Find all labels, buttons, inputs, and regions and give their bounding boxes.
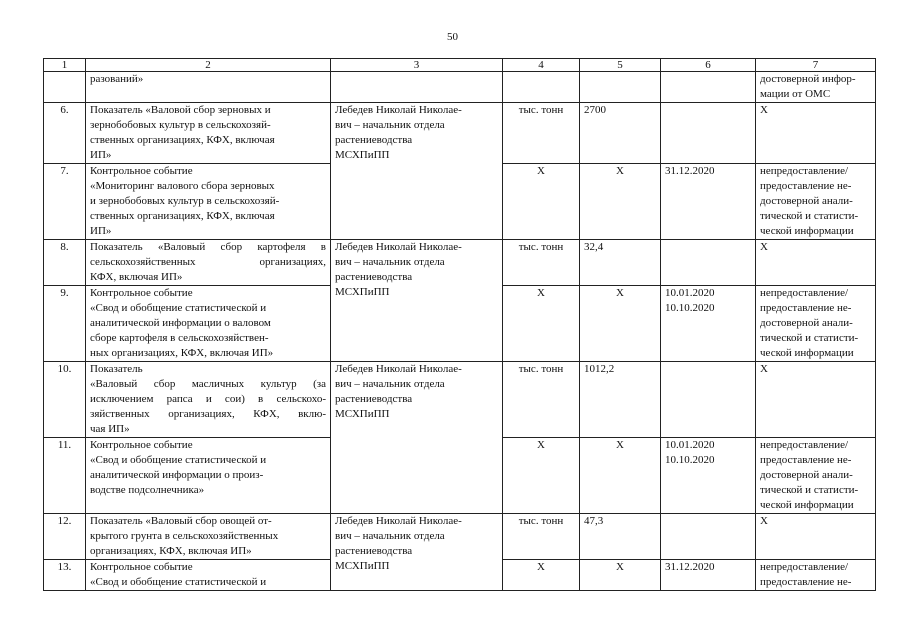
text-line: «Мониторинг валового сбора зерновых: [90, 180, 275, 192]
value-cell: Х: [580, 164, 661, 240]
deadline-cell: [661, 560, 756, 591]
text-line: сельскохозяйственных организациях,: [90, 256, 326, 268]
row-description: [86, 438, 331, 514]
row-description: [86, 103, 331, 164]
deadline-cell: [661, 514, 756, 560]
note-cell: [756, 164, 876, 240]
column-header: 2: [86, 59, 331, 72]
row-number: 9.: [44, 286, 86, 362]
responsible-person: [331, 103, 503, 240]
text-line: 31.12.2020: [665, 165, 715, 177]
text-line: сборе картофеля в сельскохозяйствен-: [90, 332, 269, 344]
text-line: вич – начальник отдела: [335, 119, 445, 131]
value-cell: 47,3: [580, 514, 661, 560]
value-cell: Х: [580, 560, 661, 591]
note-cell: [756, 438, 876, 514]
text-line: вич – начальник отдела: [335, 378, 445, 390]
table-row: [44, 103, 876, 164]
text-line: предоставление не-: [760, 180, 852, 192]
text-line: Контрольное событие: [90, 287, 193, 299]
text-line: Х: [760, 241, 768, 253]
deadline-cell: [661, 438, 756, 514]
row-description: [86, 286, 331, 362]
text-line: КФХ, включая ИП»: [90, 271, 183, 283]
text-line: 31.12.2020: [665, 561, 715, 573]
text-line: Контрольное событие: [90, 439, 193, 451]
text-line: ИП»: [90, 149, 112, 161]
text-line: достоверной анали-: [760, 317, 853, 329]
text-line: предоставление не-: [760, 302, 852, 314]
row-number: 10.: [44, 362, 86, 438]
text-line: МСХПиПП: [335, 408, 390, 420]
text-line: Показатель: [90, 363, 143, 375]
text-line: 10.10.2020: [665, 454, 715, 466]
text-line: Х: [760, 363, 768, 375]
text-line: растениеводства: [335, 134, 413, 146]
note-cell: [756, 362, 876, 438]
text-line: Лебедев Николай Николае-: [335, 363, 462, 375]
note-cell: [756, 514, 876, 560]
text-line: растениеводства: [335, 545, 413, 557]
text-line: ческой информации: [760, 225, 854, 237]
text-line: МСХПиПП: [335, 560, 390, 572]
unit-cell: тыс. тонн: [503, 362, 580, 438]
text-line: чая ИП»: [90, 423, 130, 435]
text-line: вич – начальник отдела: [335, 530, 445, 542]
text-line: непредоставление/: [760, 287, 849, 299]
responsible-person: [331, 514, 503, 591]
unit-cell: тыс. тонн: [503, 103, 580, 164]
text-line: Лебедев Николай Николае-: [335, 515, 462, 527]
text-line: зяйственных организациях, КФХ, вклю-: [90, 408, 326, 420]
text-line: «Свод и обобщение статистической и: [90, 454, 267, 466]
unit-cell: Х: [503, 286, 580, 362]
text-line: предоставление не-: [760, 454, 852, 466]
column-header: 6: [661, 59, 756, 72]
text-line: Контрольное событие: [90, 165, 193, 177]
continued-description: разований»: [86, 72, 331, 103]
text-line: Показатель «Валовой сбор зерновых и: [90, 104, 271, 116]
text-line: достоверной анали-: [760, 469, 853, 481]
text-line: непредоставление/: [760, 561, 849, 573]
text-line: ственных организациях, КФХ, включая: [90, 134, 275, 146]
deadline-cell: [661, 240, 756, 286]
text-line: водстве подсолнечника»: [90, 484, 205, 496]
text-line: Показатель «Валовый сбор картофеля в: [90, 241, 326, 253]
text-line: зернобобовых культур в сельскохозяй-: [90, 119, 271, 131]
text-line: 10.01.2020: [665, 287, 715, 299]
note-cell: [756, 286, 876, 362]
table-row: [44, 362, 876, 438]
text-line: 10.01.2020: [665, 439, 715, 451]
text-line: и зернобобовых культур в сельскохозяй-: [90, 195, 280, 207]
unit-cell: тыс. тонн: [503, 514, 580, 560]
text-line: тической и статисти-: [760, 332, 859, 344]
text-line: 10.10.2020: [665, 302, 715, 314]
text-line: предоставление не-: [760, 576, 852, 588]
text-line: МСХПиПП: [335, 286, 390, 298]
row-number: 13.: [44, 560, 86, 591]
text-line: Х: [760, 104, 768, 116]
unit-cell: Х: [503, 560, 580, 591]
note-cell: [756, 560, 876, 591]
deadline-cell: [661, 164, 756, 240]
text-line: вич – начальник отдела: [335, 256, 445, 268]
deadline-cell: [661, 103, 756, 164]
plan-table: [43, 58, 876, 591]
value-cell: 1012,2: [580, 362, 661, 438]
text-line: «Валовый сбор масличных культур (за: [90, 378, 326, 390]
row-description: [86, 240, 331, 286]
text-line: Лебедев Николай Николае-: [335, 241, 462, 253]
row-description: [86, 362, 331, 438]
text-line: крытого грунта в сельскохозяйственных: [90, 530, 279, 542]
text-line: ческой информации: [760, 499, 854, 511]
continuation-row: [44, 72, 876, 103]
text-line: «Свод и обобщение статистической и: [90, 302, 267, 314]
column-header: 5: [580, 59, 661, 72]
column-header: 7: [756, 59, 876, 72]
table-row: [44, 514, 876, 560]
text-line: организациях, КФХ, включая ИП»: [90, 545, 252, 557]
value-cell: 32,4: [580, 240, 661, 286]
row-number: 7.: [44, 164, 86, 240]
row-description: [86, 164, 331, 240]
column-header: 3: [331, 59, 503, 72]
text-line: ных организациях, КФХ, включая ИП»: [90, 347, 274, 359]
value-cell: Х: [580, 286, 661, 362]
text-line: исключением рапса и сои) в сельскохо-: [90, 393, 326, 405]
note-cell: [756, 103, 876, 164]
text-line: Х: [760, 515, 768, 527]
column-header: 1: [44, 59, 86, 72]
note-cell: [756, 240, 876, 286]
text-line: МСХПиПП: [335, 149, 390, 161]
text-line: тической и статисти-: [760, 210, 859, 222]
text-line: ИП»: [90, 225, 112, 237]
text-line: растениеводства: [335, 271, 413, 283]
deadline-cell: [661, 362, 756, 438]
text-line: «Свод и обобщение статистической и: [90, 576, 267, 588]
continued-note: достоверной инфор- мации от ОМС: [756, 72, 876, 103]
text-line: растениеводства: [335, 393, 413, 405]
responsible-person: [331, 240, 503, 362]
row-number: 11.: [44, 438, 86, 514]
column-header: 4: [503, 59, 580, 72]
row-description: [86, 514, 331, 560]
value-cell: Х: [580, 438, 661, 514]
value-cell: 2700: [580, 103, 661, 164]
table-row: [44, 240, 876, 286]
text-line: аналитической информации о произ-: [90, 469, 264, 481]
text-line: достоверной анали-: [760, 195, 853, 207]
unit-cell: Х: [503, 438, 580, 514]
row-description: [86, 560, 331, 591]
text-line: Показатель «Валовый сбор овощей от-: [90, 515, 272, 527]
text-line: непредоставление/: [760, 439, 849, 451]
text-line: тической и статисти-: [760, 484, 859, 496]
unit-cell: Х: [503, 164, 580, 240]
page-number: 50: [447, 31, 458, 43]
row-number: 6.: [44, 103, 86, 164]
responsible-person: [331, 362, 503, 514]
text-line: непредоставление/: [760, 165, 849, 177]
unit-cell: тыс. тонн: [503, 240, 580, 286]
header-row: [44, 59, 876, 72]
row-number: 8.: [44, 240, 86, 286]
text-line: Контрольное событие: [90, 561, 193, 573]
text-line: аналитической информации о валовом: [90, 317, 271, 329]
text-line: Лебедев Николай Николае-: [335, 104, 462, 116]
row-number: 12.: [44, 514, 86, 560]
text-line: ческой информации: [760, 347, 854, 359]
deadline-cell: [661, 286, 756, 362]
text-line: ственных организациях, КФХ, включая: [90, 210, 275, 222]
